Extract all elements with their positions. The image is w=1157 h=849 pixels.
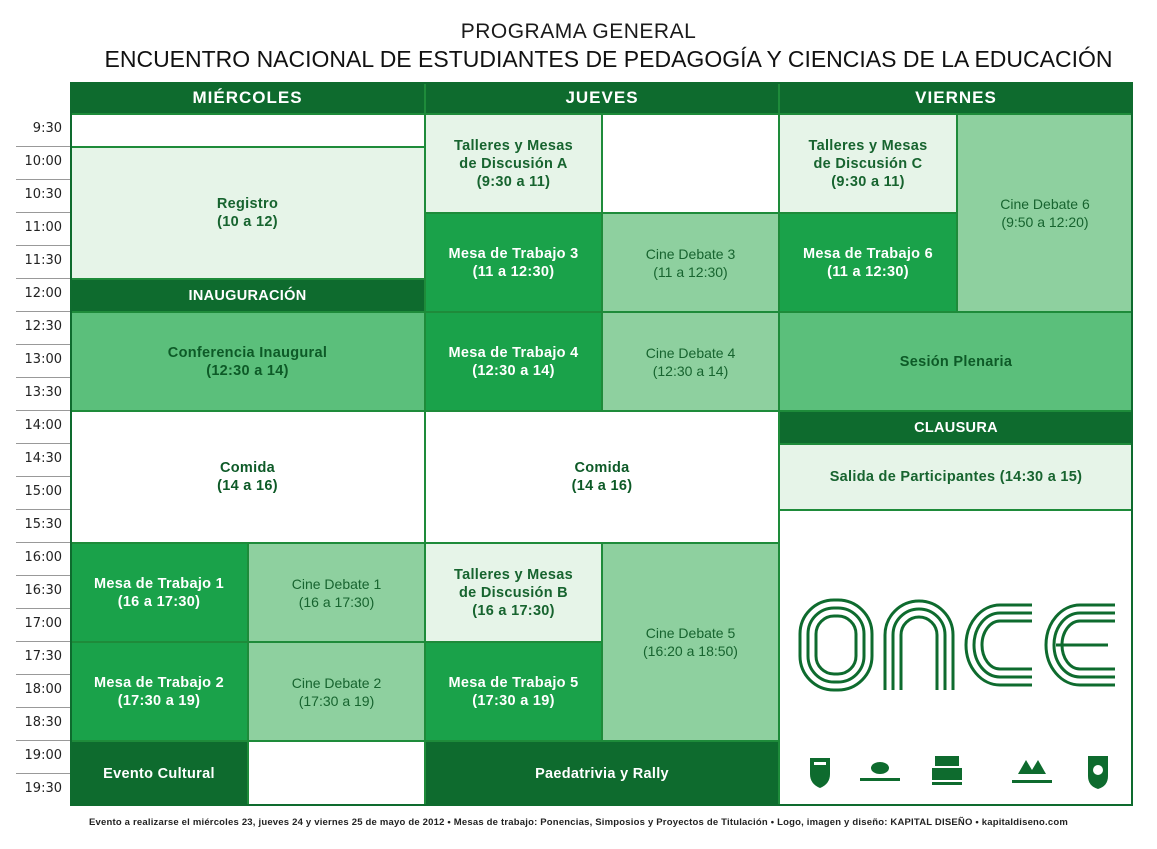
divider [16, 575, 70, 576]
day-header-miercoles: MIÉRCOLES [70, 82, 425, 114]
divider [16, 773, 70, 774]
time-label: 16:00 [24, 550, 62, 565]
time-label: 18:30 [24, 715, 62, 730]
talleres-discusion-b-block: Talleres y Mesas de Discusión B (16 a 17:30) [425, 543, 602, 642]
ceppe-logo [932, 756, 962, 785]
divider [16, 344, 70, 345]
talleres-discusion-a-block: Talleres y Mesas de Discusión A (9:30 a 11) [425, 114, 602, 213]
time-label: 13:00 [24, 352, 62, 367]
divider [16, 377, 70, 378]
paedatrivia-rally-block: Paedatrivia y Rally [425, 741, 779, 806]
clausura-header: CLAUSURA [779, 411, 1133, 444]
time-label: 10:00 [24, 154, 62, 169]
mesa-trabajo-4-block: Mesa de Trabajo 4 (12:30 a 14) [425, 312, 602, 411]
divider [16, 641, 70, 642]
footer-note: Evento a realizarse el miércoles 23, jueves 24 y viernes 25 de mayo de 2012 • Mesas de trabajo: Ponencias, Simposios y Proyectos de Titulación • Logo, imagen y diseño: KAPITAL DISEÑO • kapitaldiseno.com [88, 817, 1069, 828]
cine-debate-4-block: Cine Debate 4 (12:30 a 14) [602, 312, 779, 411]
registro-block: Registro (10 a 12) [70, 147, 425, 279]
sponsor-logos [800, 752, 1120, 792]
divider [16, 542, 70, 543]
cine-debate-2-block: Cine Debate 2 (17:30 a 19) [248, 642, 425, 741]
day-header-jueves: JUEVES [425, 82, 779, 114]
divider [16, 476, 70, 477]
cine-debate-1-block: Cine Debate 1 (16 a 17:30) [248, 543, 425, 642]
divider [16, 245, 70, 246]
time-label: 12:00 [24, 286, 62, 301]
time-label: 18:00 [24, 682, 62, 697]
time-label: 9:30 [32, 121, 62, 136]
talleres-discusion-c-block: Talleres y Mesas de Discusión C (9:30 a 11) [779, 114, 957, 213]
divider [16, 608, 70, 609]
mesa-trabajo-6-block: Mesa de Trabajo 6 (11 a 12:30) [779, 213, 957, 312]
time-label: 14:00 [24, 418, 62, 433]
colegio-pedagogos-logo [1012, 760, 1052, 783]
time-label: 19:00 [24, 748, 62, 763]
time-label: 15:00 [24, 484, 62, 499]
divider [16, 179, 70, 180]
mesa-trabajo-5-block: Mesa de Trabajo 5 (17:30 a 19) [425, 642, 602, 741]
cine-debate-5-block: Cine Debate 5 (16:20 a 18:50) [602, 543, 779, 741]
divider [16, 212, 70, 213]
unam-escudo-icon [1088, 756, 1108, 789]
time-label: 13:30 [24, 385, 62, 400]
time-label: 11:30 [24, 253, 62, 268]
sesion-plenaria-block: Sesión Plenaria [779, 312, 1133, 411]
divider [16, 674, 70, 675]
mesa-trabajo-2-block: Mesa de Trabajo 2 (17:30 a 19) [70, 642, 248, 741]
divider [16, 146, 70, 147]
time-label: 16:30 [24, 583, 62, 598]
empty-slot [602, 114, 779, 213]
divider [16, 278, 70, 279]
event-title: ENCUENTRO NACIONAL DE ESTUDIANTES DE PEDAGOGÍA Y CIENCIAS DE LA EDUCACIÓN [104, 46, 1113, 72]
evento-cultural-block: Evento Cultural [70, 741, 248, 806]
unam-shield-icon [810, 758, 830, 788]
day-header-viernes: VIERNES [779, 82, 1133, 114]
divider [16, 410, 70, 411]
pedagogia-logo [860, 762, 900, 781]
mesa-trabajo-3-block: Mesa de Trabajo 3 (11 a 12:30) [425, 213, 602, 312]
salida-participantes-block: Salida de Participantes (14:30 a 15) [779, 444, 1133, 510]
time-label: 17:00 [24, 616, 62, 631]
cine-debate-3-block: Cine Debate 3 (11 a 12:30) [602, 213, 779, 312]
divider [16, 707, 70, 708]
empty-slot [70, 114, 425, 147]
time-label: 11:00 [24, 220, 62, 235]
time-label: 14:30 [24, 451, 62, 466]
time-label: 17:30 [24, 649, 62, 664]
comida-block: Comida (14 a 16) [70, 411, 425, 543]
comida-block: Comida (14 a 16) [425, 411, 779, 543]
divider [16, 509, 70, 510]
time-label: 19:30 [24, 781, 62, 796]
time-label: 12:30 [24, 319, 62, 334]
mesa-trabajo-1-block: Mesa de Trabajo 1 (16 a 17:30) [70, 543, 248, 642]
divider [16, 740, 70, 741]
conferencia-inaugural-block: Conferencia Inaugural (12:30 a 14) [70, 312, 425, 411]
inauguracion-header: INAUGURACIÓN [70, 279, 425, 312]
time-label: 15:30 [24, 517, 62, 532]
once-logo [790, 595, 1120, 700]
divider [16, 311, 70, 312]
divider [16, 443, 70, 444]
empty-slot [248, 741, 425, 806]
cine-debate-6-block: Cine Debate 6 (9:50 a 12:20) [957, 114, 1133, 312]
page-title: PROGRAMA GENERAL [460, 20, 697, 43]
time-label: 10:30 [24, 187, 62, 202]
